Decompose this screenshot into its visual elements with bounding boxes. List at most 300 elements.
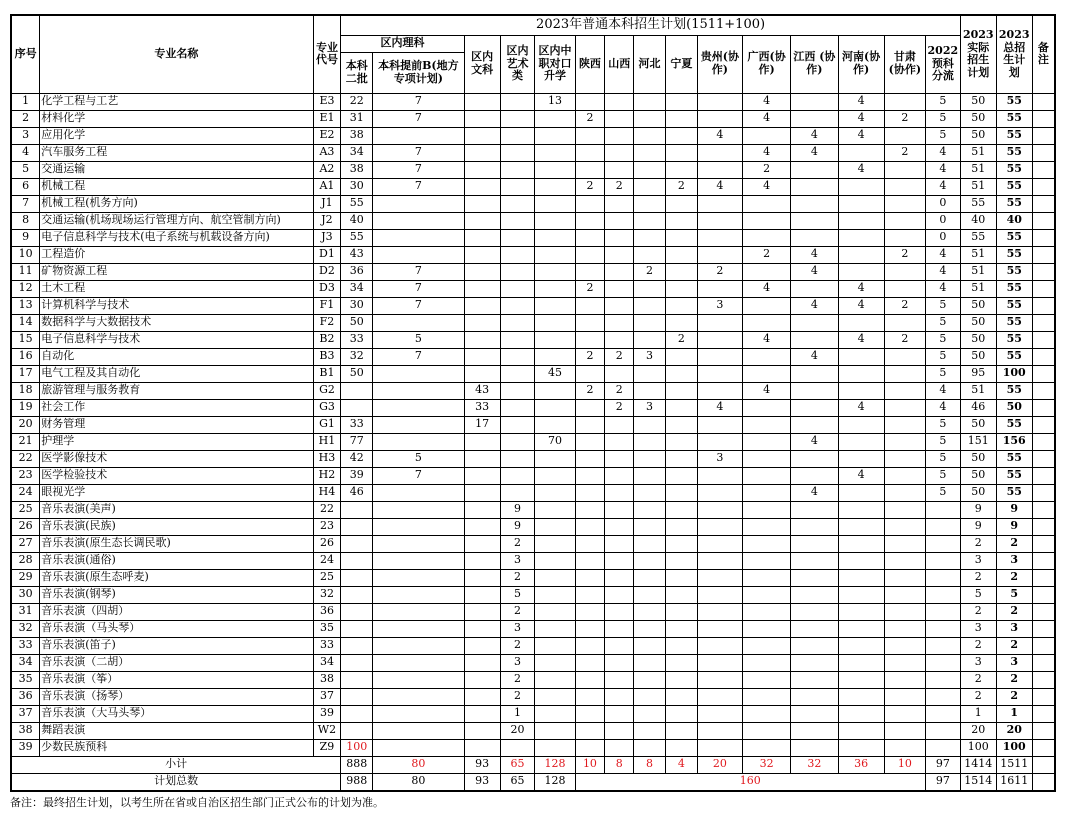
cell-guangxi bbox=[743, 739, 791, 756]
grand-total-row bbox=[11, 773, 1055, 791]
cell-ningxia bbox=[665, 552, 697, 569]
cell-gansu bbox=[884, 314, 925, 331]
cell-code: 37 bbox=[313, 688, 341, 705]
cell-total: 55 bbox=[996, 382, 1032, 399]
table-row bbox=[11, 212, 1055, 229]
cell-ningxia bbox=[665, 620, 697, 637]
cell-seq: 36 bbox=[11, 688, 40, 705]
cell-zhongzhi bbox=[535, 144, 575, 161]
cell-code: 22 bbox=[313, 501, 341, 518]
cell-guangxi bbox=[743, 416, 791, 433]
cell-shanxi bbox=[605, 467, 634, 484]
cell-gansu bbox=[884, 467, 925, 484]
cell-code: D3 bbox=[313, 280, 341, 297]
cell-total: 55 bbox=[996, 178, 1032, 195]
cell-zhongzhi bbox=[535, 314, 575, 331]
cell-gansu: 2 bbox=[884, 331, 925, 348]
cell-tiqian bbox=[373, 501, 464, 518]
cell-guangxi bbox=[743, 433, 791, 450]
cell-art: 20 bbox=[500, 722, 535, 739]
cell-hebei bbox=[634, 620, 666, 637]
subtotal-wenke: 93 bbox=[464, 756, 500, 773]
cell-jiangxi bbox=[791, 314, 838, 331]
cell-jiangxi bbox=[791, 93, 838, 110]
cell-tiqian bbox=[373, 688, 464, 705]
cell-name: 财务管理 bbox=[40, 416, 313, 433]
cell-hebei bbox=[634, 569, 666, 586]
cell-hebei bbox=[634, 246, 666, 263]
cell-jiangxi bbox=[791, 620, 838, 637]
cell-guangxi: 4 bbox=[743, 280, 791, 297]
cell-wenke bbox=[464, 246, 500, 263]
cell-shanxi bbox=[605, 620, 634, 637]
cell-remark bbox=[1032, 382, 1055, 399]
cell-total: 55 bbox=[996, 246, 1032, 263]
cell-tiqian: 5 bbox=[373, 450, 464, 467]
cell-shaanxi bbox=[575, 93, 605, 110]
cell-guangxi: 4 bbox=[743, 331, 791, 348]
cell-zhongzhi bbox=[535, 246, 575, 263]
cell-code: J1 bbox=[313, 195, 341, 212]
cell-yuke bbox=[925, 586, 960, 603]
cell-zhongzhi bbox=[535, 263, 575, 280]
cell-guangxi bbox=[743, 348, 791, 365]
cell-zhongzhi bbox=[535, 603, 575, 620]
cell-guizhou bbox=[697, 637, 742, 654]
cell-gansu bbox=[884, 365, 925, 382]
cell-name: 护理学 bbox=[40, 433, 313, 450]
cell-guizhou: 4 bbox=[697, 178, 742, 195]
cell-tiqian bbox=[373, 314, 464, 331]
cell-art: 2 bbox=[500, 569, 535, 586]
cell-art bbox=[500, 416, 535, 433]
cell-name: 计算机科学与技术 bbox=[40, 297, 313, 314]
cell-seq: 25 bbox=[11, 501, 40, 518]
cell-code: A1 bbox=[313, 178, 341, 195]
cell-actual: 51 bbox=[960, 263, 996, 280]
cell-shaanxi bbox=[575, 688, 605, 705]
subtotal-actual: 1414 bbox=[960, 756, 996, 773]
table-row bbox=[11, 263, 1055, 280]
cell-hebei bbox=[634, 331, 666, 348]
table-row bbox=[11, 297, 1055, 314]
cell-actual: 46 bbox=[960, 399, 996, 416]
cell-zhongzhi bbox=[535, 518, 575, 535]
cell-tiqian: 7 bbox=[373, 297, 464, 314]
cell-henan bbox=[838, 688, 884, 705]
cell-gansu bbox=[884, 722, 925, 739]
cell-shaanxi bbox=[575, 603, 605, 620]
cell-ningxia bbox=[665, 297, 697, 314]
grand-zhongzhi: 128 bbox=[535, 773, 575, 791]
cell-zhongzhi: 13 bbox=[535, 93, 575, 110]
cell-henan bbox=[838, 212, 884, 229]
cell-b2: 33 bbox=[341, 331, 373, 348]
cell-total: 55 bbox=[996, 314, 1032, 331]
cell-shaanxi bbox=[575, 246, 605, 263]
cell-hebei bbox=[634, 535, 666, 552]
cell-art: 2 bbox=[500, 603, 535, 620]
cell-shaanxi bbox=[575, 671, 605, 688]
cell-zhongzhi bbox=[535, 127, 575, 144]
table-footer bbox=[11, 756, 1055, 791]
cell-total: 2 bbox=[996, 671, 1032, 688]
subtotal-guangxi: 32 bbox=[743, 756, 791, 773]
cell-henan: 4 bbox=[838, 297, 884, 314]
cell-ningxia bbox=[665, 705, 697, 722]
cell-ningxia bbox=[665, 399, 697, 416]
cell-total: 2 bbox=[996, 603, 1032, 620]
cell-wenke bbox=[464, 535, 500, 552]
cell-ningxia bbox=[665, 348, 697, 365]
cell-code: D1 bbox=[313, 246, 341, 263]
cell-remark bbox=[1032, 348, 1055, 365]
header-seq: 序号 bbox=[11, 15, 40, 93]
header-tiqian: 本科提前B(地方专项计划) bbox=[373, 52, 464, 93]
cell-ningxia bbox=[665, 637, 697, 654]
grand-actual: 1514 bbox=[960, 773, 996, 791]
cell-guizhou: 3 bbox=[697, 297, 742, 314]
cell-name: 材料化学 bbox=[40, 110, 313, 127]
cell-hebei bbox=[634, 501, 666, 518]
cell-shaanxi bbox=[575, 297, 605, 314]
grand-remark bbox=[1032, 773, 1055, 791]
cell-gansu bbox=[884, 195, 925, 212]
cell-name: 音乐表演（扬琴） bbox=[40, 688, 313, 705]
cell-shaanxi bbox=[575, 705, 605, 722]
cell-shanxi bbox=[605, 195, 634, 212]
cell-art bbox=[500, 229, 535, 246]
cell-b2: 32 bbox=[341, 348, 373, 365]
cell-code: 32 bbox=[313, 586, 341, 603]
table-row bbox=[11, 484, 1055, 501]
cell-yuke bbox=[925, 654, 960, 671]
cell-jiangxi bbox=[791, 212, 838, 229]
cell-hebei bbox=[634, 178, 666, 195]
cell-henan bbox=[838, 603, 884, 620]
cell-tiqian bbox=[373, 433, 464, 450]
cell-tiqian bbox=[373, 518, 464, 535]
cell-actual: 50 bbox=[960, 110, 996, 127]
cell-hebei bbox=[634, 484, 666, 501]
cell-jiangxi: 4 bbox=[791, 348, 838, 365]
cell-remark bbox=[1032, 705, 1055, 722]
cell-yuke: 4 bbox=[925, 246, 960, 263]
cell-name: 旅游管理与服务教育 bbox=[40, 382, 313, 399]
cell-b2 bbox=[341, 586, 373, 603]
cell-yuke bbox=[925, 518, 960, 535]
cell-art bbox=[500, 161, 535, 178]
cell-henan bbox=[838, 178, 884, 195]
cell-yuke: 4 bbox=[925, 399, 960, 416]
cell-guizhou bbox=[697, 382, 742, 399]
cell-code: 23 bbox=[313, 518, 341, 535]
cell-art bbox=[500, 348, 535, 365]
cell-total: 55 bbox=[996, 467, 1032, 484]
cell-jiangxi bbox=[791, 705, 838, 722]
cell-shaanxi bbox=[575, 654, 605, 671]
cell-actual: 50 bbox=[960, 93, 996, 110]
cell-shanxi bbox=[605, 586, 634, 603]
header-henan: 河南(协作) bbox=[838, 35, 884, 93]
cell-jiangxi: 4 bbox=[791, 144, 838, 161]
cell-shanxi bbox=[605, 654, 634, 671]
cell-tiqian bbox=[373, 705, 464, 722]
cell-shaanxi bbox=[575, 637, 605, 654]
cell-art: 2 bbox=[500, 535, 535, 552]
cell-hebei bbox=[634, 382, 666, 399]
cell-shanxi: 2 bbox=[605, 178, 634, 195]
cell-remark bbox=[1032, 297, 1055, 314]
cell-tiqian bbox=[373, 603, 464, 620]
cell-actual: 40 bbox=[960, 212, 996, 229]
cell-shaanxi bbox=[575, 161, 605, 178]
subtotal-label: 小计 bbox=[11, 756, 341, 773]
cell-total: 9 bbox=[996, 518, 1032, 535]
cell-jiangxi bbox=[791, 110, 838, 127]
cell-art bbox=[500, 331, 535, 348]
cell-remark bbox=[1032, 501, 1055, 518]
cell-ningxia bbox=[665, 110, 697, 127]
header-guangxi: 广西(协作) bbox=[743, 35, 791, 93]
cell-guangxi bbox=[743, 654, 791, 671]
cell-seq: 16 bbox=[11, 348, 40, 365]
cell-ningxia bbox=[665, 161, 697, 178]
enrollment-plan-table bbox=[10, 14, 1056, 792]
cell-name: 音乐表演（二胡） bbox=[40, 654, 313, 671]
grand-tiqian: 80 bbox=[373, 773, 464, 791]
cell-guizhou bbox=[697, 484, 742, 501]
cell-yuke: 4 bbox=[925, 161, 960, 178]
cell-yuke bbox=[925, 552, 960, 569]
cell-guizhou bbox=[697, 365, 742, 382]
header-actual: 2023实际招生计划 bbox=[960, 15, 996, 93]
cell-henan: 4 bbox=[838, 399, 884, 416]
cell-jiangxi bbox=[791, 178, 838, 195]
cell-zhongzhi bbox=[535, 620, 575, 637]
cell-seq: 14 bbox=[11, 314, 40, 331]
cell-wenke: 17 bbox=[464, 416, 500, 433]
table-row bbox=[11, 127, 1055, 144]
cell-seq: 27 bbox=[11, 535, 40, 552]
cell-guangxi bbox=[743, 365, 791, 382]
cell-guizhou bbox=[697, 501, 742, 518]
table-row bbox=[11, 620, 1055, 637]
cell-actual: 55 bbox=[960, 229, 996, 246]
cell-shaanxi bbox=[575, 739, 605, 756]
cell-b2: 46 bbox=[341, 484, 373, 501]
table-row bbox=[11, 552, 1055, 569]
header-shanxi: 山西 bbox=[605, 35, 634, 93]
cell-seq: 15 bbox=[11, 331, 40, 348]
cell-name: 舞蹈表演 bbox=[40, 722, 313, 739]
cell-zhongzhi bbox=[535, 195, 575, 212]
cell-name: 电子信息科学与技术(电子系统与机载设备方向) bbox=[40, 229, 313, 246]
cell-total: 3 bbox=[996, 620, 1032, 637]
cell-b2 bbox=[341, 705, 373, 722]
cell-actual: 51 bbox=[960, 178, 996, 195]
cell-shanxi: 2 bbox=[605, 399, 634, 416]
grand-label: 计划总数 bbox=[11, 773, 341, 791]
table-row bbox=[11, 348, 1055, 365]
cell-code: 35 bbox=[313, 620, 341, 637]
table-row bbox=[11, 382, 1055, 399]
cell-remark bbox=[1032, 399, 1055, 416]
cell-tiqian: 7 bbox=[373, 263, 464, 280]
cell-ningxia: 2 bbox=[665, 178, 697, 195]
subtotal-jiangxi: 32 bbox=[791, 756, 838, 773]
cell-zhongzhi bbox=[535, 280, 575, 297]
cell-wenke bbox=[464, 688, 500, 705]
cell-shanxi bbox=[605, 127, 634, 144]
cell-hebei bbox=[634, 586, 666, 603]
cell-name: 汽车服务工程 bbox=[40, 144, 313, 161]
cell-gansu bbox=[884, 518, 925, 535]
cell-art bbox=[500, 739, 535, 756]
cell-jiangxi bbox=[791, 586, 838, 603]
cell-wenke bbox=[464, 637, 500, 654]
table-row bbox=[11, 535, 1055, 552]
cell-hebei bbox=[634, 688, 666, 705]
cell-art: 1 bbox=[500, 705, 535, 722]
cell-jiangxi bbox=[791, 467, 838, 484]
cell-shaanxi bbox=[575, 127, 605, 144]
cell-wenke: 43 bbox=[464, 382, 500, 399]
cell-code: 34 bbox=[313, 654, 341, 671]
cell-guangxi: 4 bbox=[743, 93, 791, 110]
cell-remark bbox=[1032, 603, 1055, 620]
cell-total: 55 bbox=[996, 93, 1032, 110]
table-row bbox=[11, 229, 1055, 246]
cell-ningxia bbox=[665, 280, 697, 297]
grand-b2: 988 bbox=[341, 773, 373, 791]
subtotal-remark bbox=[1032, 756, 1055, 773]
cell-henan bbox=[838, 365, 884, 382]
cell-guizhou bbox=[697, 433, 742, 450]
cell-guangxi bbox=[743, 484, 791, 501]
cell-tiqian: 7 bbox=[373, 280, 464, 297]
cell-shanxi bbox=[605, 688, 634, 705]
cell-ningxia bbox=[665, 382, 697, 399]
cell-b2: 31 bbox=[341, 110, 373, 127]
cell-remark bbox=[1032, 450, 1055, 467]
cell-shaanxi bbox=[575, 212, 605, 229]
cell-code: F2 bbox=[313, 314, 341, 331]
cell-remark bbox=[1032, 484, 1055, 501]
cell-tiqian bbox=[373, 399, 464, 416]
cell-total: 100 bbox=[996, 739, 1032, 756]
table-row bbox=[11, 416, 1055, 433]
cell-code: H3 bbox=[313, 450, 341, 467]
cell-shanxi bbox=[605, 518, 634, 535]
cell-shanxi bbox=[605, 705, 634, 722]
cell-henan bbox=[838, 382, 884, 399]
cell-guizhou: 4 bbox=[697, 399, 742, 416]
cell-b2 bbox=[341, 688, 373, 705]
cell-wenke bbox=[464, 314, 500, 331]
cell-shaanxi bbox=[575, 195, 605, 212]
cell-total: 1 bbox=[996, 705, 1032, 722]
cell-ningxia bbox=[665, 586, 697, 603]
header-total: 2023总招生计划 bbox=[996, 15, 1032, 93]
cell-jiangxi bbox=[791, 552, 838, 569]
cell-total: 2 bbox=[996, 637, 1032, 654]
cell-wenke bbox=[464, 739, 500, 756]
header-art: 区内艺术类 bbox=[500, 35, 535, 93]
cell-gansu bbox=[884, 127, 925, 144]
cell-shaanxi bbox=[575, 484, 605, 501]
cell-name: 音乐表演(钢琴) bbox=[40, 586, 313, 603]
cell-b2 bbox=[341, 552, 373, 569]
cell-guizhou bbox=[697, 739, 742, 756]
cell-remark bbox=[1032, 467, 1055, 484]
header-jiangxi: 江西 (协作) bbox=[791, 35, 838, 93]
cell-seq: 29 bbox=[11, 569, 40, 586]
cell-b2: 39 bbox=[341, 467, 373, 484]
cell-seq: 26 bbox=[11, 518, 40, 535]
table-row bbox=[11, 110, 1055, 127]
cell-tiqian: 7 bbox=[373, 110, 464, 127]
cell-guizhou: 3 bbox=[697, 450, 742, 467]
cell-code: 33 bbox=[313, 637, 341, 654]
cell-code: Z9 bbox=[313, 739, 341, 756]
cell-total: 9 bbox=[996, 501, 1032, 518]
cell-wenke bbox=[464, 161, 500, 178]
cell-shaanxi bbox=[575, 620, 605, 637]
table-row bbox=[11, 195, 1055, 212]
cell-tiqian bbox=[373, 620, 464, 637]
cell-hebei bbox=[634, 161, 666, 178]
cell-guangxi bbox=[743, 722, 791, 739]
cell-wenke bbox=[464, 93, 500, 110]
cell-shaanxi: 2 bbox=[575, 110, 605, 127]
cell-gansu: 2 bbox=[884, 246, 925, 263]
cell-wenke: 33 bbox=[464, 399, 500, 416]
cell-b2: 43 bbox=[341, 246, 373, 263]
cell-b2 bbox=[341, 671, 373, 688]
cell-zhongzhi bbox=[535, 637, 575, 654]
cell-total: 40 bbox=[996, 212, 1032, 229]
cell-tiqian bbox=[373, 127, 464, 144]
cell-zhongzhi bbox=[535, 739, 575, 756]
cell-hebei bbox=[634, 654, 666, 671]
cell-wenke bbox=[464, 195, 500, 212]
grand-wenke: 93 bbox=[464, 773, 500, 791]
cell-b2 bbox=[341, 518, 373, 535]
cell-remark bbox=[1032, 739, 1055, 756]
cell-jiangxi bbox=[791, 535, 838, 552]
cell-remark bbox=[1032, 263, 1055, 280]
cell-seq: 17 bbox=[11, 365, 40, 382]
cell-actual: 2 bbox=[960, 637, 996, 654]
cell-ningxia bbox=[665, 603, 697, 620]
cell-zhongzhi bbox=[535, 501, 575, 518]
cell-shanxi bbox=[605, 535, 634, 552]
cell-jiangxi bbox=[791, 671, 838, 688]
cell-actual: 50 bbox=[960, 297, 996, 314]
cell-guizhou bbox=[697, 212, 742, 229]
cell-remark bbox=[1032, 212, 1055, 229]
cell-seq: 11 bbox=[11, 263, 40, 280]
cell-guizhou bbox=[697, 161, 742, 178]
cell-wenke bbox=[464, 110, 500, 127]
cell-gansu bbox=[884, 688, 925, 705]
cell-shaanxi bbox=[575, 433, 605, 450]
cell-name: 医学检验技术 bbox=[40, 467, 313, 484]
cell-art: 2 bbox=[500, 688, 535, 705]
table-title: 2023年普通本科招生计划(1511+100) bbox=[341, 15, 960, 35]
cell-henan: 4 bbox=[838, 93, 884, 110]
